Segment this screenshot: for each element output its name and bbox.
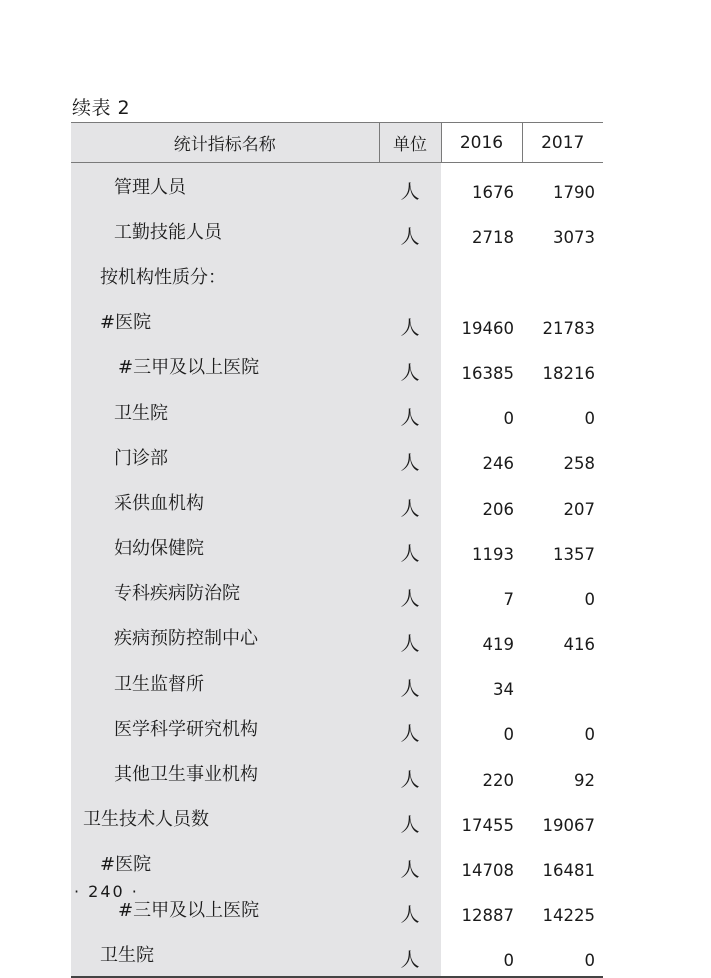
row-unit: 人 [379,841,441,886]
row-value-2016: 1676 [472,183,514,203]
row-unit: 人 [379,660,441,705]
row-value-2016: 220 [482,770,514,790]
row-value-2016: 16385 [461,363,514,383]
table-row [71,344,603,389]
table-row [71,750,603,795]
row-indicator-name: 采供血机构 [71,479,379,524]
row-value-2017: 19067 [542,815,595,835]
row-value-2017: 0 [522,931,603,977]
header-unit: 单位 [379,123,441,163]
row-value-2016: 1193 [472,544,514,564]
table-row [71,931,603,977]
header-year-2016: 2016 [441,123,522,163]
row-unit: 人 [379,615,441,660]
row-value-2017: 0 [584,725,595,745]
row-value-2016: 12887 [461,906,514,926]
row-value-2016: 206 [482,499,514,519]
table-row [71,841,603,886]
table-row [71,796,603,841]
row-value-2017 [522,660,603,705]
row-indicator-name: #三甲及以上医院 [71,344,379,389]
row-unit: 人 [379,886,441,931]
row-value-2016: 7 [503,589,514,609]
statistics-table [71,122,603,978]
row-indicator-name: 妇幼保健院 [71,525,379,570]
row-unit: 人 [379,750,441,795]
row-indicator-name: #医院 [71,299,379,344]
row-value-2016: 17455 [461,815,514,835]
row-value-2017: 0 [584,589,595,609]
row-value-2016: 0 [503,725,514,745]
table-row [71,434,603,479]
row-indicator-name: 医学科学研究机构 [71,705,379,750]
row-unit: 人 [379,389,441,434]
row-unit: 人 [379,525,441,570]
table-row [71,253,603,298]
row-value-2016: 0 [503,409,514,429]
row-value-2017: 1790 [553,183,595,203]
row-indicator-name: #医院 [71,841,379,886]
header-indicator-name: 统计指标名称 [71,123,379,163]
row-value-2017: 416 [563,635,595,655]
row-unit [379,253,441,298]
row-unit: 人 [379,208,441,253]
table-row [71,208,603,253]
row-indicator-name: 卫生院 [71,389,379,434]
row-unit: 人 [379,299,441,344]
table-row [71,479,603,524]
row-value-2017: 21783 [542,318,595,338]
table-row [71,886,603,931]
row-value-2016: 19460 [461,318,514,338]
row-indicator-name: 专科疾病防治院 [71,570,379,615]
row-indicator-name: #三甲及以上医院 [71,886,379,931]
table-row [71,525,603,570]
row-value-2017: 207 [563,499,595,519]
table-row [71,705,603,750]
row-indicator-name: 疾病预防控制中心 [71,615,379,660]
row-indicator-name: 管理人员 [71,163,379,209]
row-unit: 人 [379,570,441,615]
row-value-2017: 18216 [542,363,595,383]
table-row [71,299,603,344]
row-value-2017: 1357 [553,544,595,564]
table-header-row [71,123,603,163]
row-unit: 人 [379,796,441,841]
row-value-2017: 258 [563,454,595,474]
row-value-2017: 3073 [553,228,595,248]
table-body [71,163,603,978]
row-indicator-name: 卫生监督所 [71,660,379,705]
table-row [71,163,603,209]
row-value-2016: 419 [482,635,514,655]
row-indicator-name: 卫生院 [71,931,379,977]
table-caption: 续表 2 [72,97,131,119]
table-row [71,660,603,705]
row-value-2016: 14708 [461,861,514,880]
table-row [71,389,603,434]
row-indicator-name: 门诊部 [71,434,379,479]
row-value-2016: 0 [441,931,522,977]
row-value-2016: 34 [493,680,514,700]
row-indicator-name: 按机构性质分： [71,253,379,298]
header-year-2017: 2017 [522,123,603,163]
table-row [71,570,603,615]
table-row [71,615,603,660]
row-unit: 人 [379,434,441,479]
row-value-2017: 16481 [542,861,595,880]
page-number: · 240 · [74,882,139,901]
row-unit: 人 [379,931,441,977]
row-unit: 人 [379,705,441,750]
row-indicator-name: 卫生技术人员数 [71,796,379,841]
row-value-2017 [522,253,603,298]
row-unit: 人 [379,163,441,209]
row-value-2016 [441,253,522,298]
row-value-2016: 2718 [472,228,514,248]
row-unit: 人 [379,344,441,389]
row-indicator-name: 其他卫生事业机构 [71,750,379,795]
row-value-2017: 0 [584,409,595,429]
row-indicator-name: 工勤技能人员 [71,208,379,253]
row-unit: 人 [379,479,441,524]
row-value-2017: 92 [574,770,595,790]
row-value-2016: 246 [482,454,514,474]
row-value-2017: 14225 [542,906,595,926]
